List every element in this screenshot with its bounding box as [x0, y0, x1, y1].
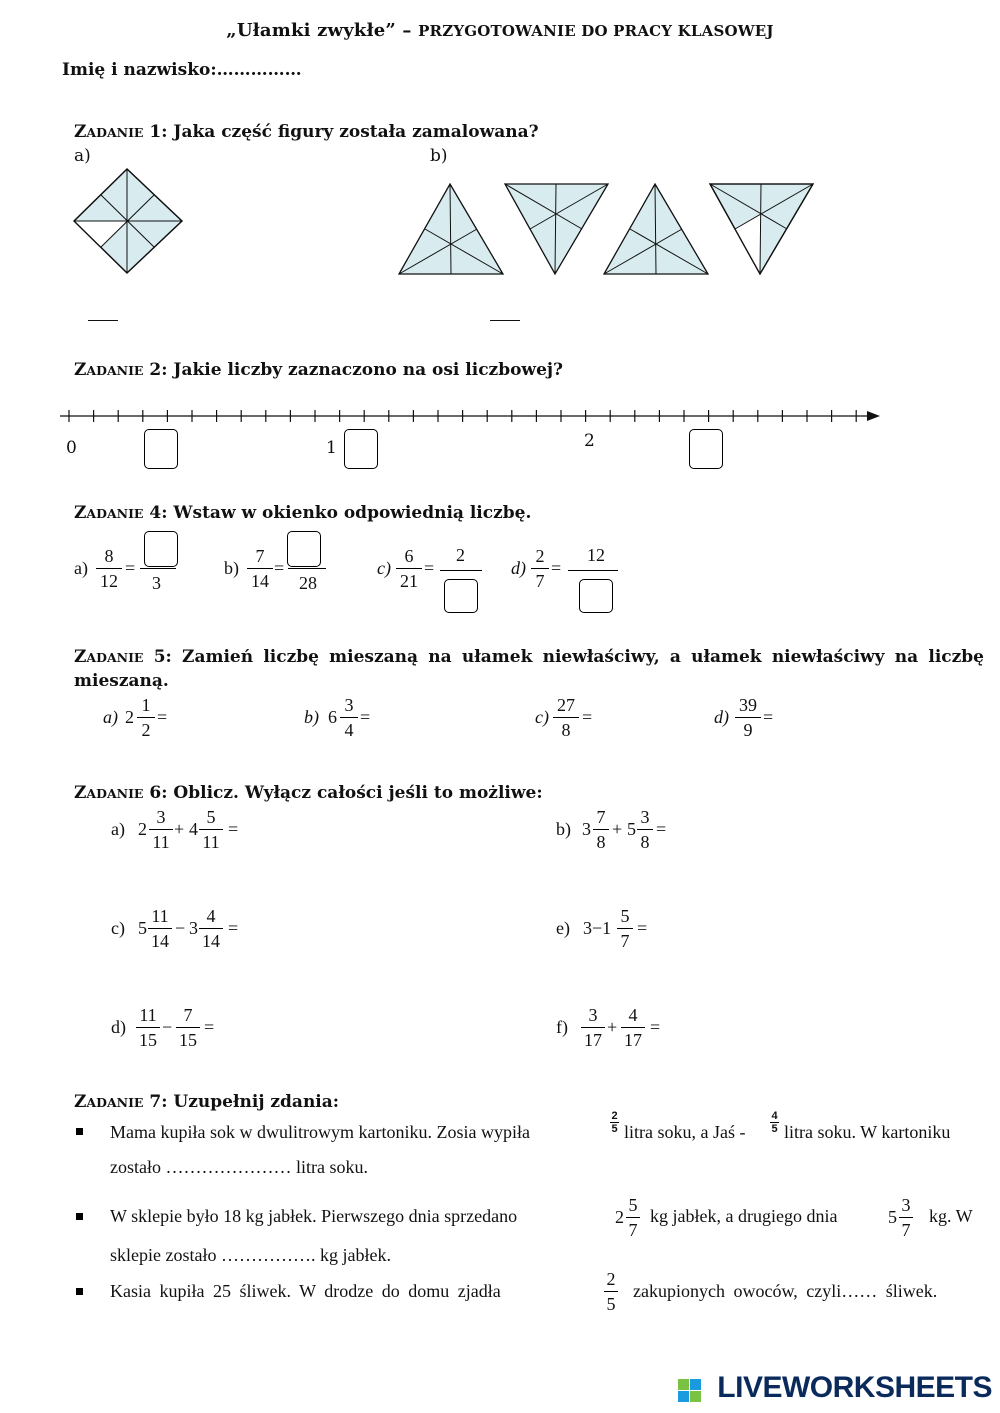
fraction-bar — [568, 570, 618, 571]
answer-line-1a[interactable] — [88, 320, 118, 321]
task-6f-label: f) — [556, 1017, 568, 1037]
task-6a-label: a) — [111, 819, 125, 839]
number-line-label-0: 0 — [66, 438, 77, 458]
fraction: 7 15 — [176, 1004, 200, 1051]
plus-sign: + — [174, 819, 185, 839]
equals-sign: = — [204, 1017, 215, 1037]
fraction: 3 4 — [340, 694, 358, 741]
fraction: 7 14 — [247, 545, 273, 592]
fraction: 3 8 — [637, 806, 653, 853]
task-5-heading: ZADANIE 5: Zamień liczbę mieszaną na ułamek niewłaściwy, a ułamek niewłaściwy na liczbę — [74, 647, 984, 667]
whole-number: 5 — [138, 918, 147, 938]
answer-box-2-3[interactable] — [689, 429, 723, 469]
plus-sign: + — [612, 819, 623, 839]
fraction: 1 2 — [137, 694, 155, 741]
task-4d-label: d) — [511, 558, 526, 578]
fraction: 27 8 — [553, 694, 579, 741]
whole-number: 6 — [328, 707, 337, 727]
fraction: 4 17 — [621, 1004, 645, 1051]
denominator: 28 — [299, 573, 317, 593]
fraction-small: 2 5 — [611, 1110, 618, 1135]
task-4-heading: ZADANIE 4: Wstaw w okienko odpowiednią liczbę. — [74, 503, 532, 523]
sentence-3-text: Kasia kupiła 25 śliwek. W drodze do domu zjadła — [110, 1281, 501, 1301]
triangles-figure — [395, 180, 825, 280]
equals-sign: = — [650, 1017, 661, 1037]
name-field-label[interactable]: Imię i nazwisko:…………… — [62, 60, 302, 80]
fraction: 4 14 — [199, 905, 223, 952]
task-5c-label: c) — [535, 707, 549, 727]
task-1b-label: b) — [430, 146, 448, 166]
minus-sign: − — [162, 1017, 173, 1037]
sentence-2-text: kg jabłek, a drugiego dnia — [650, 1206, 838, 1226]
whole-number: 5 — [888, 1207, 897, 1227]
task-6d-label: d) — [111, 1017, 126, 1037]
diamond-figure — [70, 165, 190, 280]
answer-box-2-1[interactable] — [144, 429, 178, 469]
fraction: 5 7 — [626, 1194, 640, 1241]
equals-sign: = — [551, 558, 562, 578]
fraction: 7 8 — [593, 806, 609, 853]
task-6-heading: ZADANIE 6: Oblicz. Wyłącz całości jeśli to możliwe: — [74, 783, 543, 803]
fraction: 2 5 — [604, 1268, 618, 1315]
fraction: 2 7 — [531, 545, 549, 592]
task-5a-label: a) — [103, 707, 118, 727]
task-2-heading: ZADANIE 2: Jakie liczby zaznaczono na osi liczbowej? — [74, 360, 563, 380]
whole-number: 4 — [189, 819, 198, 839]
equals-sign: = — [637, 918, 648, 938]
equals-sign: = — [274, 558, 285, 578]
bullet — [76, 1128, 83, 1135]
fraction: 39 9 — [735, 694, 761, 741]
equals-sign: = — [656, 819, 667, 839]
whole-number: 3 — [582, 819, 591, 839]
equals-sign: = — [157, 707, 168, 727]
bullet — [76, 1288, 83, 1295]
task-5d-label: d) — [714, 707, 729, 727]
plus-sign: + — [607, 1017, 618, 1037]
fraction: 5 11 — [199, 806, 223, 853]
task-4a-label: a) — [74, 558, 88, 578]
fraction: 11 15 — [136, 1004, 160, 1051]
answer-box-4b[interactable] — [287, 531, 321, 567]
task-4c-label: c) — [377, 558, 391, 578]
answer-line-1b[interactable] — [490, 320, 520, 321]
fraction: 6 21 — [396, 545, 422, 592]
equals-sign: = — [424, 558, 435, 578]
task-1-heading: ZADANIE 1: Jaka część figury została zamalowana? — [74, 122, 539, 142]
equals-sign: = — [763, 707, 774, 727]
equals-sign: = — [360, 707, 371, 727]
number-line-label-1: 1 — [326, 438, 337, 458]
task-5b-label: b) — [304, 707, 319, 727]
task-6b-label: b) — [556, 819, 571, 839]
liveworksheets-logo: LIVEWORKSHEETS — [717, 1371, 992, 1404]
liveworksheets-logo-icon — [678, 1379, 702, 1403]
denominator: 3 — [152, 573, 161, 593]
sentence-1-text: litra soku, a Jaś - — [624, 1122, 746, 1142]
fraction: 8 12 — [96, 545, 122, 592]
sentence-1-answer[interactable]: zostało ………………… litra soku. — [110, 1157, 368, 1177]
numerator: 2 — [456, 545, 465, 565]
numerator: 12 — [587, 545, 605, 565]
expression-prefix: 3−1 — [583, 918, 612, 938]
fraction-bar — [440, 570, 482, 571]
answer-box-4a[interactable] — [144, 531, 178, 567]
number-line-label-2: 2 — [584, 431, 595, 451]
task-5-heading-cont: mieszaną. — [74, 671, 169, 691]
equals-sign: = — [228, 819, 239, 839]
equals-sign: = — [582, 707, 593, 727]
sentence-2-text: W sklepie było 18 kg jabłek. Pierwszego dnia sprzedano — [110, 1206, 518, 1226]
fraction: 3 7 — [899, 1194, 913, 1241]
sentence-1-text: Mama kupiła sok w dwulitrowym kartoniku. Zosia wypiła — [110, 1122, 530, 1142]
fraction: 3 11 — [149, 806, 173, 853]
fraction: 11 14 — [148, 905, 172, 952]
task-6c-label: c) — [111, 918, 125, 938]
answer-box-4c[interactable] — [444, 579, 478, 613]
equals-sign: = — [125, 558, 136, 578]
minus-sign: − — [175, 918, 186, 938]
answer-box-2-2[interactable] — [344, 429, 378, 469]
fraction: 5 7 — [617, 905, 633, 952]
fraction: 3 17 — [581, 1004, 605, 1051]
fraction-small: 4 5 — [771, 1110, 778, 1135]
task-1a-label: a) — [74, 146, 91, 166]
whole-number: 2 — [138, 819, 147, 839]
task-7-heading: ZADANIE 7: Uzupełnij zdania: — [74, 1092, 340, 1112]
equals-sign: = — [228, 918, 239, 938]
bullet — [76, 1213, 83, 1220]
sentence-1-text: litra soku. W kartoniku — [784, 1122, 951, 1142]
page-title: „Ułamki zwykłe” – PRZYGOTOWANIE DO PRACY KLASOWEJ — [226, 20, 774, 41]
fraction-bar — [288, 568, 326, 569]
whole-number: 2 — [615, 1207, 624, 1227]
whole-number: 2 — [125, 707, 134, 727]
task-4b-label: b) — [224, 558, 239, 578]
whole-number: 5 — [627, 819, 636, 839]
whole-number: 3 — [189, 918, 198, 938]
number-line — [55, 400, 890, 435]
answer-box-4d[interactable] — [579, 579, 613, 613]
task-6e-label: e) — [556, 918, 570, 938]
fraction-bar — [140, 568, 176, 569]
sentence-2-answer[interactable]: sklepie zostało ……………. kg jabłek. — [110, 1245, 391, 1265]
sentence-2-text: kg. W — [929, 1206, 973, 1226]
sentence-3-text[interactable]: zakupionych owoców, czyli…… śliwek. — [633, 1281, 938, 1301]
